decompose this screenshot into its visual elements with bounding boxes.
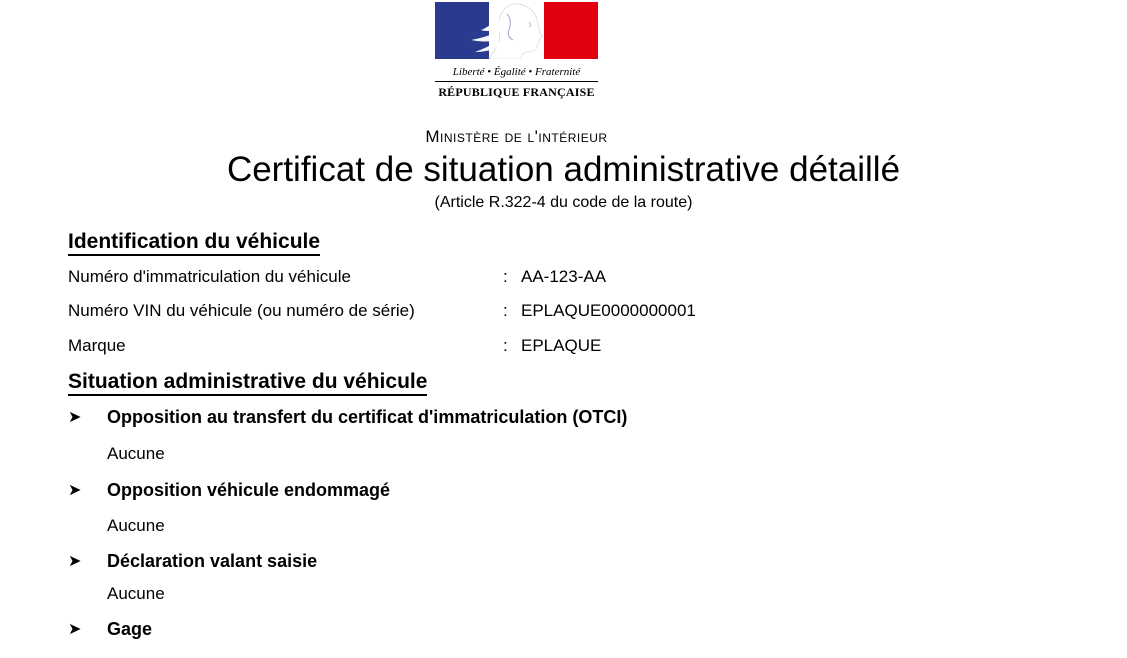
arrowhead-bullet-icon: ➤ [68, 482, 82, 499]
registration-number-row [68, 267, 1068, 289]
page-subtitle: (Article R.322-4 du code de la route) [434, 194, 693, 211]
list-item-value: Aucune [107, 516, 165, 535]
list-item-value: Aucune [107, 444, 165, 463]
identification-heading: Identification du véhicule [68, 229, 320, 256]
arrowhead-bullet-icon: ➤ [68, 409, 82, 426]
republique-francaise-logo [435, 2, 599, 100]
brand-value: EPLAQUE [521, 336, 602, 355]
list-item-title: Opposition véhicule endommagé [107, 480, 391, 500]
field-label: Marque [68, 336, 126, 355]
ministry-name: Ministère de l'intérieur [425, 127, 608, 146]
list-item-title: Déclaration valant saisie [107, 551, 318, 571]
arrowhead-bullet-icon: ➤ [68, 553, 82, 570]
field-separator: : [503, 301, 508, 320]
vin-number-value: EPLAQUE0000000001 [521, 301, 696, 320]
republic-name: RÉPUBLIQUE FRANÇAISE [438, 85, 595, 99]
motto-divider [435, 81, 598, 82]
page-title: Certificat de situation administrative détaillé [226, 150, 901, 189]
field-separator: : [503, 336, 508, 355]
brand-row [68, 336, 1068, 358]
situation-heading: Situation administrative du véhicule [68, 369, 427, 396]
field-label: Numéro VIN du véhicule (ou numéro de série) [68, 301, 415, 320]
republic-motto: Liberté • Égalité • Fraternité [452, 66, 581, 78]
list-item-value: Aucune [107, 584, 165, 603]
list-item-title: Opposition au transfert du certificat d'immatriculation (OTCI) [107, 407, 628, 427]
marianne-flag [435, 2, 598, 59]
arrowhead-bullet-icon: ➤ [68, 621, 82, 638]
vin-number-row [68, 301, 1068, 323]
field-label: Numéro d'immatriculation du véhicule [68, 267, 351, 286]
registration-number-value: AA-123-AA [521, 267, 607, 286]
list-item-title: Gage [107, 619, 153, 639]
marianne-profile-icon [463, 2, 563, 59]
field-separator: : [503, 267, 508, 286]
